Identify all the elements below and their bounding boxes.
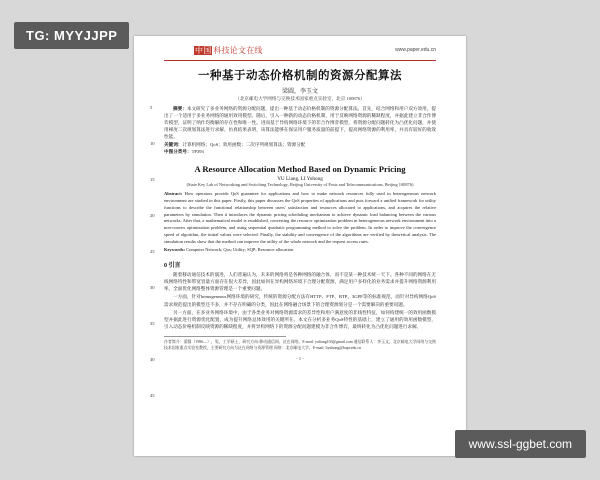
line-number: 20 [150, 213, 155, 218]
site-watermark-badge: www.ssl-ggbet.com [455, 430, 586, 458]
section-heading-introduction: 0 引言 [164, 263, 181, 270]
line-number: 45 [150, 393, 155, 398]
journal-masthead [164, 44, 436, 61]
clc-number [164, 149, 436, 156]
page-content [150, 44, 437, 448]
journal-logo-cn: 中国 [195, 46, 212, 55]
keywords-chinese [164, 142, 436, 149]
line-number: 40 [150, 357, 155, 362]
line-number: 25 [150, 249, 155, 254]
body-column [150, 105, 437, 398]
page-number: - 1 - [296, 355, 304, 361]
authors-english: YU Liang, LI Yuhong [277, 176, 323, 183]
abstract-chinese [164, 105, 436, 141]
line-number: 15 [150, 177, 155, 182]
telegram-watermark-badge: TG: MYYJJPP [14, 22, 129, 49]
intro-paragraph-2: 一方面，针对homogeneous网络环境的研究，传统的资源分配方法有HTTP、FTP、BTP、3GPP等的标准规范，而针对异构网络QoS 需求规范提出的模型还不多，并不存在明确的分类，因此在网络融合场景下的合理资源划分是一个需要解决的重要问题。 [164, 294, 436, 307]
journal-url: www.paper.edu.cn [395, 47, 436, 53]
page-title-chinese: 一种基于动态价格机制的资源分配算法 [198, 70, 402, 82]
document-page [134, 36, 466, 456]
abstract-english [164, 191, 436, 245]
abstract-english-text: How operators provide QoS guarantee for applications and how to make network resources fully used in heterogeneous network environment are studied in this paper. Firstly, this paper discusses the QoS properties of applications and puts forward a unified framework for utility functions to describe the functional relationship between users' satisfaction and resources allocated to applications, and acquires the relative parameters by simulation. Then it introduces the dynamic pricing scheduling mechanism to achieve dynamic load balancing between the various networks. After that, a mathematical model is established, converting the resource optimization problem in heterogeneous network environment into a non-convex optimization problem, and using sequential quadratic programming method to solve the problem. In order to improve the convergence speed of algorithm, the initial values were selected. Finally, the stability and convergence of the algorithms are verified by theoretical analysis. The simulation results show that the method can improve the utility of the whole network and the request access rates. [164, 191, 437, 244]
keywords-chinese-label: 关键词： [164, 141, 183, 147]
line-number: 10 [150, 141, 155, 146]
affiliation-english: (State Key Lab of Networking and Switching Technology, Beijing University of Posts and Telecommunications, Beijing 100876) [186, 182, 414, 188]
intro-paragraph-1: 随着移动通信技术的演进，人们普遍认为，未来的网络将是各种网络的融合体，而不是某一种技术统一天下。各种不同的网络在无线网络特性和带宽容量方面存在很大差异，因此如何在异构网络环境下合理分配资源，满足用户多样化的业务需求并提升网络资源利用率，全面优化网络整体资源管理是一个重要问题。 [164, 272, 436, 292]
footnote-divider [164, 336, 286, 337]
intro-paragraph-3: 另一方面，在多业务网络环境中，由于各类业务对网络资源需求的差异性和用户满意度的非线性特征，如何构建统一的效用函数模型并据此进行资源优化配置，成为提升网络总体效用的关键所在。本文在分析多业务QoS特性的基础上，建立了通用的效用函数模型，引入动态价格机制反映资源的稀缺程度，并将异构网络下的资源分配问题建模为非合作博弈，最终转化为凸优化问题进行求解。 [164, 309, 436, 329]
footnote-text: 作者简介：梁圆（1986—），男，工学硕士，研究方向:移动通信网、泛在网络。E-mail: yuliang103@gmail.com 通信联系人：李玉文，北京邮电大学网络与交换技术国家重点实验室教授，主要研究方向为泛在网络与资源管理 网络：北京邮电大学。E-mail: liyuhong@bupt.edu.cn [164, 339, 436, 350]
page-title-english: A Resource Allocation Method Based on Dynamic Pricing [194, 164, 406, 175]
abstract-english-label: Abstract: [164, 191, 183, 197]
keywords-english-text: Computer Network; Qos; Utility; SQP; Resource allocation [186, 247, 294, 253]
line-number: 5 [150, 105, 153, 110]
abstract-chinese-label: 摘要： [173, 106, 187, 111]
keywords-english-label: Keywords: [164, 247, 185, 253]
authors-chinese: 梁圆，李玉文 [281, 89, 318, 95]
line-number: 35 [150, 321, 155, 326]
clc-value: TP393 [191, 149, 204, 155]
affiliation-chinese: （北京邮电大学网络与交换技术国家重点实验室，北京 100876） [235, 96, 365, 101]
keywords-english [164, 247, 436, 254]
line-number: 30 [150, 285, 155, 290]
journal-logo [194, 45, 263, 56]
journal-logo-rest: 科技论文在线 [213, 46, 263, 55]
abstract-chinese-text: 本文研究了多业务网络的资源分配问题，提出一种基于动态价格机制的资源分配算法。首先，结合网络和用户双方效用，提出了一个适用于多业务网络的通用效用模型。随后，引入一种新的动态价格机制，用于反映网络资源的稀缺程度，并据此建立非合作博弈模型，证明了纳什均衡解的存在性和唯一性。进而基于异构网络环境下的非合作博弈模型，将资源分配问题转化为凸优化问题，并使用梯度二次规划算法进行求解。仿真结果表明，该算法能够在保证用户服务质量的前提下，提高网络资源的利用率，并具有较好的收敛性能。 [164, 106, 436, 140]
clc-label: 中图分类号： [164, 149, 192, 155]
keywords-chinese-text: 计算机网络；QoS；效用函数；二次序列规划算法；资源分配 [182, 141, 306, 147]
